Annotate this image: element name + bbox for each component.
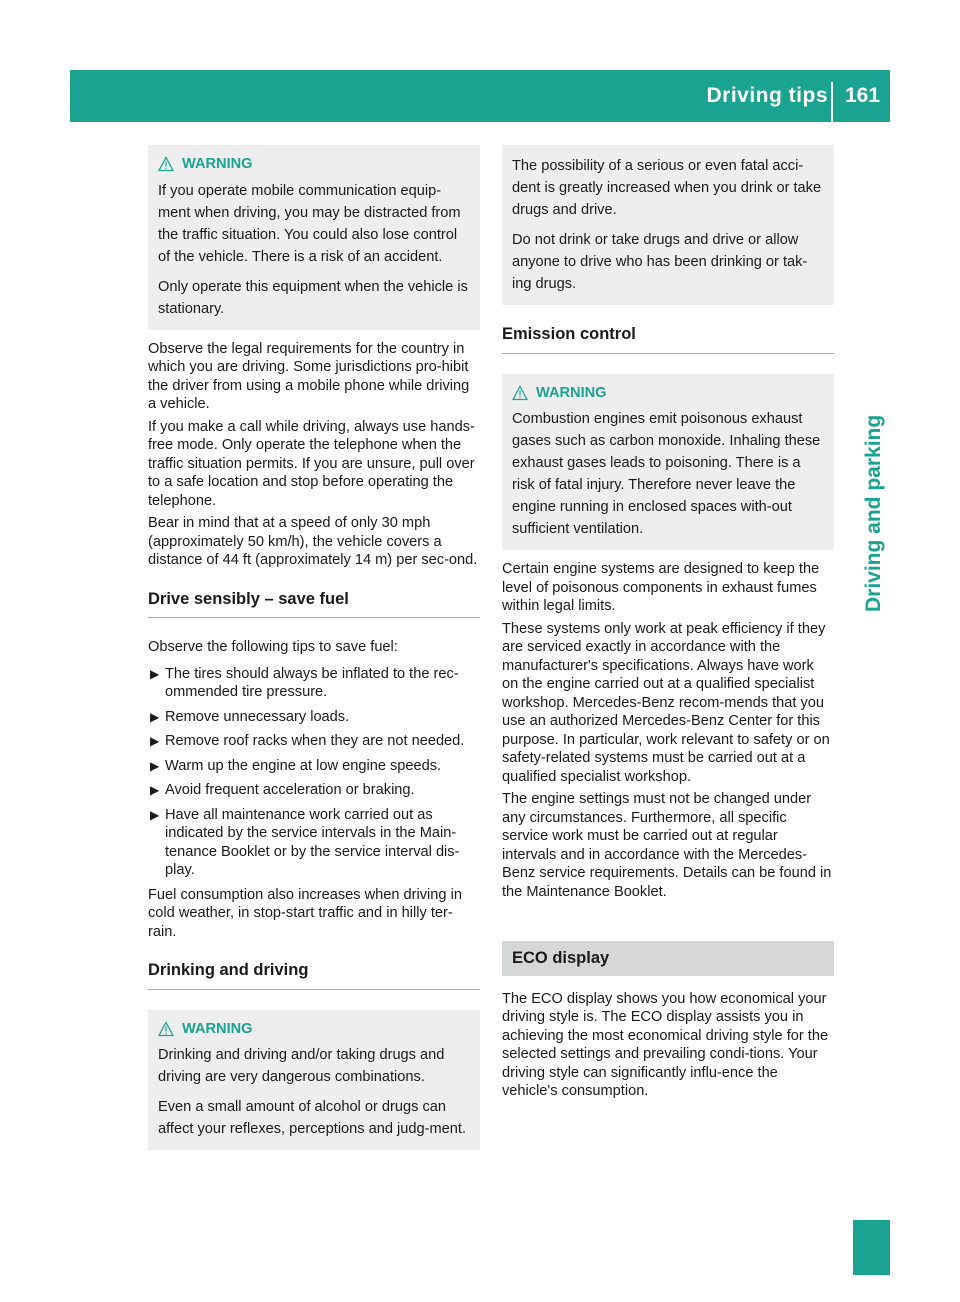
list-item-text: Remove roof racks when they are not needed. <box>165 733 465 749</box>
warning-box-emission <box>502 374 834 551</box>
warning-text: If you operate mobile communication equip-ment when driving, you may be distracted from the traffic situation. You could also lose control of the vehicle. There is a risk of an accident. <box>158 182 461 265</box>
body-paragraph: Bear in mind that at a speed of only 30 mph (approximately 50 km/h), the vehicle covers a distance of 44 ft (approximately 14 m) per sec-ond. <box>148 515 478 568</box>
side-tab-marker <box>853 1220 890 1275</box>
warning-triangle-icon <box>512 385 528 401</box>
heading-drive-sensibly: Drive sensibly – save fuel <box>148 590 480 619</box>
list-item-text: Avoid frequent acceleration or braking. <box>165 782 415 798</box>
warning-text: The possibility of a serious or even fatal acci-dent is greatly increased when you drink or take drugs and drive. <box>512 158 822 218</box>
heading-drinking-driving: Drinking and driving <box>148 961 480 990</box>
page-number: 161 <box>844 84 880 107</box>
warning-text: Drinking and driving and/or taking drugs and driving are very dangerous combinations. <box>158 1047 445 1085</box>
side-tab <box>833 122 890 1222</box>
body-paragraph: Observe the following tips to save fuel: <box>148 639 398 655</box>
arrow-right-bullet-icon: ▶ <box>150 758 160 773</box>
arrow-right-bullet-icon: ▶ <box>150 783 160 797</box>
list-item-text: Remove unnecessary loads. <box>165 708 350 725</box>
list-item-text: Have all maintenance work carried out as indicated by the service intervals in the Main-tenance Booklet or by the service interval dis-play. <box>165 806 460 878</box>
list-item <box>148 757 480 776</box>
fuel-tips-list <box>148 665 480 880</box>
warning-label: WARNING <box>182 156 253 172</box>
left-column <box>148 145 480 1160</box>
page-header <box>70 70 890 122</box>
heading-emission-control: Emission control <box>502 325 834 354</box>
arrow-right-bullet-icon: ▶ <box>150 666 160 681</box>
list-item <box>148 665 480 702</box>
heading-eco-display: ECO display <box>502 941 834 976</box>
warning-text: Combustion engines emit poisonous exhaust gases such as carbon monoxide. Inhaling these exhaust gases leads to poisoning. There is a risk of fatal injury. Therefore never leave the engine running in enclosed spaces with-out sufficient ventilation. <box>512 411 821 537</box>
body-paragraph: The engine settings must not be changed under any circumstances. Furthermore, all specific service work must be carried out at regular intervals and in accordance with the Mercedes-Benz service requirements. Details can be found in the Maintenance Booklet. <box>502 791 832 900</box>
body-paragraph: The ECO display shows you how economical your driving style is. The ECO display assists you in achieving the most economical driving style for the selected settings and prevailing condi-tions. Your driving style can significantly influ-ence the vehicle's consumption. <box>502 990 829 1099</box>
warning-box-mobile <box>148 145 480 330</box>
section-title: Driving tips <box>706 84 828 107</box>
arrow-right-bullet-icon: ▶ <box>150 807 160 822</box>
arrow-right-bullet-icon: ▶ <box>150 734 160 748</box>
warning-text: Do not drink or take drugs and drive or allow anyone to drive who has been drinking or tak-ing drugs. <box>512 232 808 292</box>
warning-header <box>512 384 824 403</box>
warning-header <box>158 1020 470 1039</box>
body-paragraph: Certain engine systems are designed to keep the level of poisonous components in exhaust fumes within legal limits. <box>502 561 820 614</box>
body-paragraph: These systems only work at peak efficiency if they are serviced exactly in accordance with the manufacturer's specifications. Always have work on the engine carried out at a qualified specialist workshop. Mercedes-Benz recom-mends that you use an authorized Mercedes-Benz Center for this purpose. In particular, work relevant to safety or on safety-related systems must be carried out at a qualified specialist workshop. <box>502 620 830 785</box>
warning-text: Even a small amount of alcohol or drugs can affect your reflexes, perceptions and judg-ment. <box>158 1099 466 1137</box>
side-tab-label: Driving and parking <box>862 414 885 612</box>
list-item-text: Warm up the engine at low engine speeds. <box>165 757 442 774</box>
warning-triangle-icon <box>158 156 174 172</box>
list-item <box>148 708 480 727</box>
warning-box-drinking <box>148 1010 480 1151</box>
list-item <box>148 732 480 751</box>
list-item <box>148 781 480 800</box>
list-item <box>148 806 480 880</box>
list-item-text: The tires should always be inflated to the rec-ommended tire pressure. <box>165 665 459 700</box>
warning-text: Only operate this equipment when the vehicle is stationary. <box>158 278 468 317</box>
header-divider <box>831 82 833 122</box>
right-column <box>502 145 834 1105</box>
arrow-right-bullet-icon: ▶ <box>150 709 160 724</box>
body-paragraph: Observe the legal requirements for the country in which you are driving. Some jurisdictions pro-hibit the driver from using a mobile phone while driving a vehicle. <box>148 340 470 412</box>
warning-box-drinking-continued <box>502 145 834 305</box>
warning-header <box>158 155 470 174</box>
warning-label: WARNING <box>182 1020 253 1037</box>
body-paragraph: Fuel consumption also increases when driving in cold weather, in stop-start traffic and in hilly ter-rain. <box>148 886 462 940</box>
warning-triangle-icon <box>158 1021 174 1037</box>
warning-label: WARNING <box>536 384 607 401</box>
body-paragraph: If you make a call while driving, always use hands-free mode. Only operate the telephone when the traffic situation permits. If you are unsure, pull over to a safe location and stop before operating the telephone. <box>148 418 475 509</box>
